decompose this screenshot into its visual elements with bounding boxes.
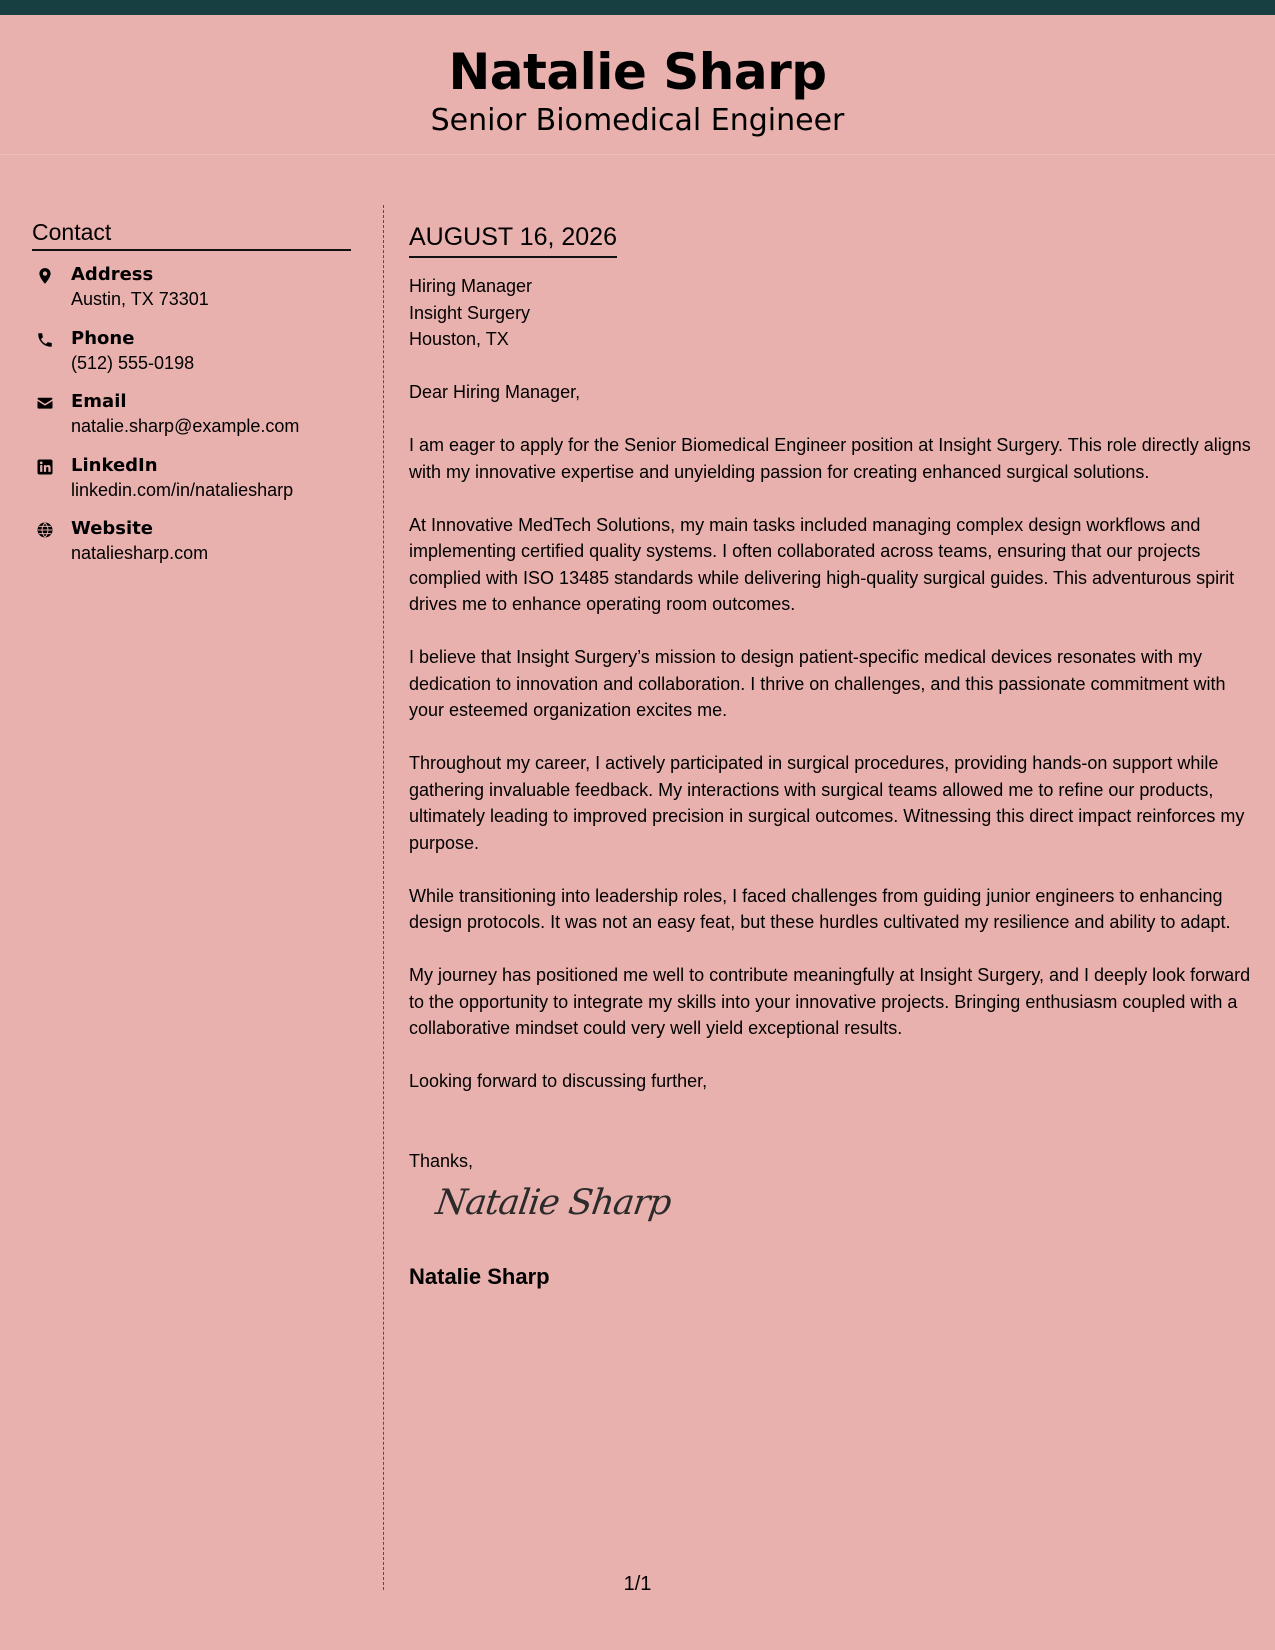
body-paragraph: I believe that Insight Surgery’s mission to design patient-specific medical devices resonates with my dedication to innovation and collaboration. I thrive on challenges, and this passionate commitment with your esteemed organization excites me. — [409, 647, 1226, 720]
closing-line: Looking forward to discussing further, — [409, 1071, 708, 1091]
contact-heading: Contact — [32, 218, 351, 251]
applicant-name: Natalie Sharp — [448, 43, 827, 101]
contact-value: Austin, TX 73301 — [71, 289, 209, 309]
contact-label: Address — [71, 264, 154, 285]
contact-sidebar — [32, 218, 351, 581]
contact-label: Email — [71, 391, 127, 412]
letter-date: AUGUST 16, 2026 — [409, 220, 617, 258]
job-title: Senior Biomedical Engineer — [430, 103, 845, 138]
salutation: Dear Hiring Manager, — [409, 382, 581, 402]
contact-value: linkedin.com/in/nataliesharp — [71, 479, 294, 500]
column-divider — [383, 205, 384, 1590]
contact-item-phone — [32, 327, 351, 391]
recipient-line: Hiring Manager — [409, 276, 533, 296]
signoff-name: Natalie Sharp — [409, 1264, 550, 1289]
handwritten-signature: Natalie Sharp — [433, 1183, 674, 1223]
letter-body — [409, 220, 1254, 1292]
recipient-block — [409, 273, 1254, 353]
body-paragraph: Throughout my career, I actively participated in surgical procedures, providing hands-on support while gathering invaluable feedback. My interactions with surgical teams allowed me to refine our products, ultimately leading to improved precision in surgical outcomes. Witnessing this direct impact reinforces my purpose. — [409, 753, 1245, 853]
globe-icon — [36, 521, 54, 539]
contact-item-linkedin — [32, 454, 351, 518]
contact-item-address — [32, 263, 351, 327]
body-paragraph: While transitioning into leadership roles, I faced challenges from guiding junior engineers to enhancing design protocols. It was not an easy feat, but these hurdles cultivated my resilience and ability to adapt. — [409, 885, 1231, 932]
body-paragraph: I am eager to apply for the Senior Biomedical Engineer position at Insight Surgery. This role directly aligns with my innovative expertise and unyielding passion for creating enhanced surgical solutions. — [409, 435, 1251, 482]
recipient-line: Houston, TX — [409, 329, 509, 349]
contact-label: Phone — [71, 327, 135, 349]
top-accent-bar — [0, 0, 1275, 15]
body-paragraph: At Innovative MedTech Solutions, my main tasks included managing complex design workflows and implementing certified quality systems. I often collaborated across teams, ensuring that our projects complied with ISO 13485 standards while delivering high-quality surgical guides. This adventurous spirit drives me to enhance operating room outcomes. — [409, 514, 1235, 614]
header — [0, 15, 1275, 155]
envelope-icon — [36, 394, 54, 412]
contact-label: LinkedIn — [71, 454, 158, 476]
contact-label: Website — [71, 518, 154, 539]
contact-value: nataliesharp.com — [71, 543, 209, 563]
thanks-line: Thanks, — [409, 1150, 474, 1171]
linkedin-icon — [36, 458, 54, 476]
contact-value: (512) 555-0198 — [71, 352, 195, 373]
contact-item-website — [32, 517, 351, 581]
body-paragraph: My journey has positioned me well to contribute meaningfully at Insight Surgery, and I deeply look forward to the opportunity to integrate my skills into your innovative projects. Bringing enthusiasm coupled with a collaborative mindset could very well yield exceptional results. — [409, 965, 1251, 1038]
recipient-line: Insight Surgery — [409, 302, 531, 323]
map-pin-icon — [36, 267, 54, 285]
page-number: 1/1 — [623, 1573, 652, 1595]
contact-item-email — [32, 390, 351, 454]
phone-icon — [36, 331, 54, 349]
contact-value: natalie.sharp@example.com — [71, 416, 300, 436]
